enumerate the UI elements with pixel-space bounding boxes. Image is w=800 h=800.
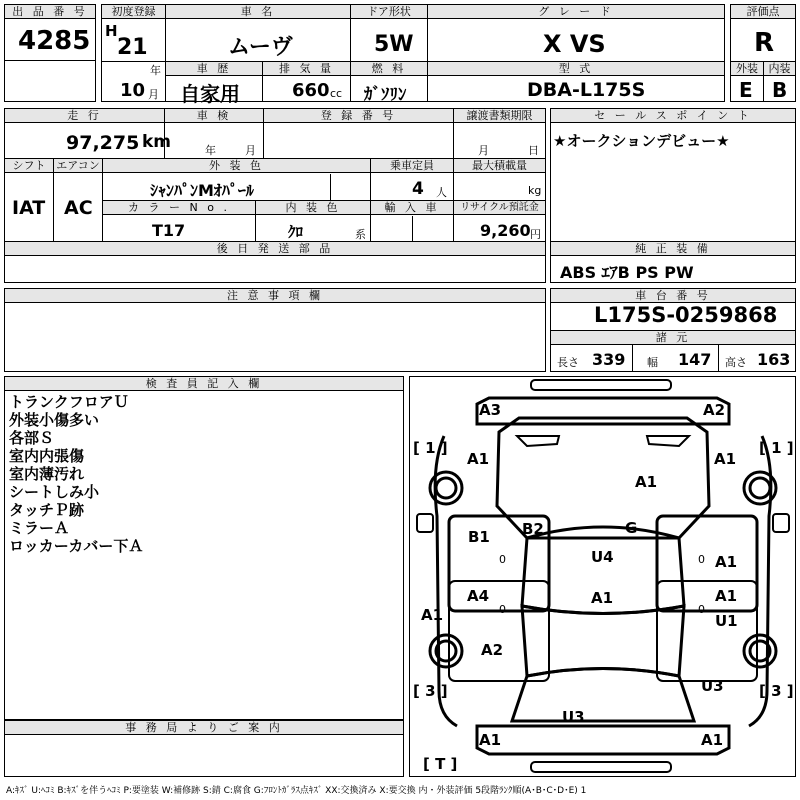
mark: A1 <box>715 553 738 571</box>
score-label: 評価点 <box>731 5 795 19</box>
insp-year-unit: 年 <box>205 144 216 157</box>
displacement-value: 660 <box>292 80 330 101</box>
recycle-unit: 円 <box>530 228 541 241</box>
mark: U1 <box>715 612 738 630</box>
exterior-label: 外装 <box>731 62 763 76</box>
first-reg-label: 初度登録 <box>102 5 165 19</box>
fuel-label: 燃 料 <box>351 62 427 76</box>
exterior-grade: E <box>739 78 753 102</box>
mileage-value: 97,275 <box>66 132 140 154</box>
mileage-label: 走 行 <box>5 109 164 123</box>
inspector-line: シートしみ小 <box>9 483 100 501</box>
km-unit: km <box>142 132 172 152</box>
interior-label: 内装 <box>764 62 795 76</box>
first-reg-year: 21 <box>117 35 148 60</box>
recycle-label: リサイクル預託金 <box>454 201 545 215</box>
car-name: ムーヴ <box>228 35 293 60</box>
cc-unit: cc <box>330 87 343 100</box>
details-box <box>4 108 546 242</box>
mark: U4 <box>591 548 614 566</box>
length-value: 339 <box>592 350 626 369</box>
grade-value: X VS <box>543 30 606 58</box>
inspector-label: 検 査 員 記 入 欄 <box>5 377 403 391</box>
mark: B2 <box>522 520 544 538</box>
ac-value: AC <box>64 197 93 219</box>
recycle-value: 9,260 <box>480 221 531 240</box>
mark: A1 <box>421 606 444 624</box>
door-label: ドア形状 <box>351 5 427 19</box>
mark: A3 <box>479 401 502 419</box>
mark: A1 <box>591 589 614 607</box>
mark: A2 <box>703 401 726 419</box>
month-unit: 月 <box>148 88 159 101</box>
lot-number: 4285 <box>18 26 91 56</box>
interior-grade: B <box>772 78 788 102</box>
lot-label: 出 品 番 号 <box>5 5 95 19</box>
mark: A1 <box>701 731 724 749</box>
reg-label: 登 録 番 号 <box>264 109 453 123</box>
transfer-month-unit: 月 <box>478 144 489 157</box>
inspector-line: トランクフロアＵ <box>9 393 129 411</box>
inspector-line: 外装小傷多い <box>9 411 100 429</box>
car-name-label: 車 名 <box>166 5 350 19</box>
tag-tail: [ T ] <box>423 755 458 773</box>
mark: U3 <box>701 677 724 695</box>
inspector-line: 各部Ｓ <box>9 429 55 447</box>
load-label: 最大積載量 <box>454 159 545 173</box>
first-reg-month: 10 <box>120 80 146 101</box>
inspector-line: タッチＰ跡 <box>9 501 85 519</box>
mark: U3 <box>562 708 585 726</box>
shift-value: IAT <box>12 197 46 219</box>
later-parts-label: 後 日 発 送 部 品 <box>5 242 545 256</box>
sales-point-text: ★オークションデビュー★ <box>553 132 730 150</box>
equipment-label: 純 正 装 備 <box>551 242 795 256</box>
svg-text:0: 0 <box>499 553 506 566</box>
color-label: 外 装 色 <box>103 159 370 173</box>
capacity-unit: 人 <box>436 186 447 199</box>
inspector-line: 室内内張傷 <box>9 447 85 465</box>
fuel-value: ｶﾞｿﾘﾝ <box>364 85 407 105</box>
history-value: 自家用 <box>180 82 240 106</box>
svg-text:0: 0 <box>698 603 705 616</box>
chassis-number: L175S-0259868 <box>594 303 778 327</box>
color-no-value: T17 <box>152 221 186 240</box>
sales-point-box <box>550 108 796 242</box>
grade-label: グ レ ー ド <box>428 5 724 19</box>
inspection-label: 車 検 <box>165 109 263 123</box>
era: H <box>105 22 118 40</box>
height-label: 高さ <box>725 356 747 369</box>
width-value: 147 <box>678 350 712 369</box>
tag-rear-left: [ 3 ] <box>413 682 448 700</box>
dims-label: 諸 元 <box>551 331 795 345</box>
width-label: 幅 <box>647 356 658 369</box>
load-unit: kg <box>528 184 542 197</box>
inspector-line: ロッカーカバー下Ａ <box>9 537 144 555</box>
svg-text:0: 0 <box>499 603 506 616</box>
sales-point-label: セ ー ル ス ポ イ ン ト <box>551 109 795 123</box>
tag-front-right: [ 1 ] <box>759 439 794 457</box>
history-label: 車 歴 <box>166 62 262 76</box>
mark: A1 <box>635 473 658 491</box>
inspector-lines <box>9 393 143 555</box>
mark: A1 <box>467 450 490 468</box>
score-value: R <box>754 28 775 58</box>
int-color-label: 内 装 色 <box>256 201 370 215</box>
shift-label: シフト <box>5 159 53 173</box>
equipment-text: ABS ｴｱB PS PW <box>560 263 694 282</box>
length-label: 長さ <box>557 356 579 369</box>
inspector-line: ミラーＡ <box>9 519 70 537</box>
transfer-day-unit: 日 <box>528 144 539 157</box>
inspector-line: 室内薄汚れ <box>9 465 85 483</box>
model-value: DBA-L175S <box>527 79 646 101</box>
color-no-label: カ ラ ー N o . <box>103 201 255 215</box>
mark: A1 <box>479 731 502 749</box>
int-color-unit: 系 <box>355 228 366 241</box>
legend: A:ｷｽﾞ U:ﾍｺﾐ B:ｷｽﾞを伴うﾍｺﾐ P:要塗装 W:補修跡 S:錆 C:腐食 G:ﾌﾛﾝﾄｶﾞﾗｽ点ｷｽﾞ XX:交換済み X:要交換 内・外装評価 5段階ﾗﾝｸ順(A･B･C･D･E) 1 <box>6 786 587 796</box>
notes-label: 注 意 事 項 欄 <box>5 289 545 303</box>
capacity-value: 4 <box>412 179 424 199</box>
mark: A1 <box>715 587 738 605</box>
height-value: 163 <box>757 350 791 369</box>
mark: A1 <box>714 450 737 468</box>
chassis-label: 車 台 番 号 <box>551 289 795 303</box>
svg-text:0: 0 <box>698 553 705 566</box>
displacement-label: 排 気 量 <box>263 62 350 76</box>
year-unit: 年 <box>150 64 161 77</box>
door-value: 5W <box>374 32 414 57</box>
tag-rear-right: [ 3 ] <box>759 682 794 700</box>
mark: A2 <box>481 641 504 659</box>
int-color-value: ｸﾛ <box>288 223 304 241</box>
mark: G <box>625 519 638 537</box>
mark: A4 <box>467 587 490 605</box>
mark: B1 <box>468 528 490 546</box>
transfer-label: 譲渡書類期限 <box>454 109 545 123</box>
import-label: 輸 入 車 <box>371 201 453 215</box>
tag-front-left: [ 1 ] <box>413 439 448 457</box>
insp-month-unit: 月 <box>245 144 256 157</box>
capacity-label: 乗車定員 <box>371 159 453 173</box>
car-diagram <box>409 376 796 777</box>
color-value: ｼｬﾝﾊﾟﾝMｵﾊﾟｰﾙ <box>150 181 254 200</box>
ac-label: エアコン <box>54 159 102 173</box>
office-label: 事 務 局 よ り ご 案 内 <box>5 721 403 735</box>
model-label: 型 式 <box>428 62 724 76</box>
